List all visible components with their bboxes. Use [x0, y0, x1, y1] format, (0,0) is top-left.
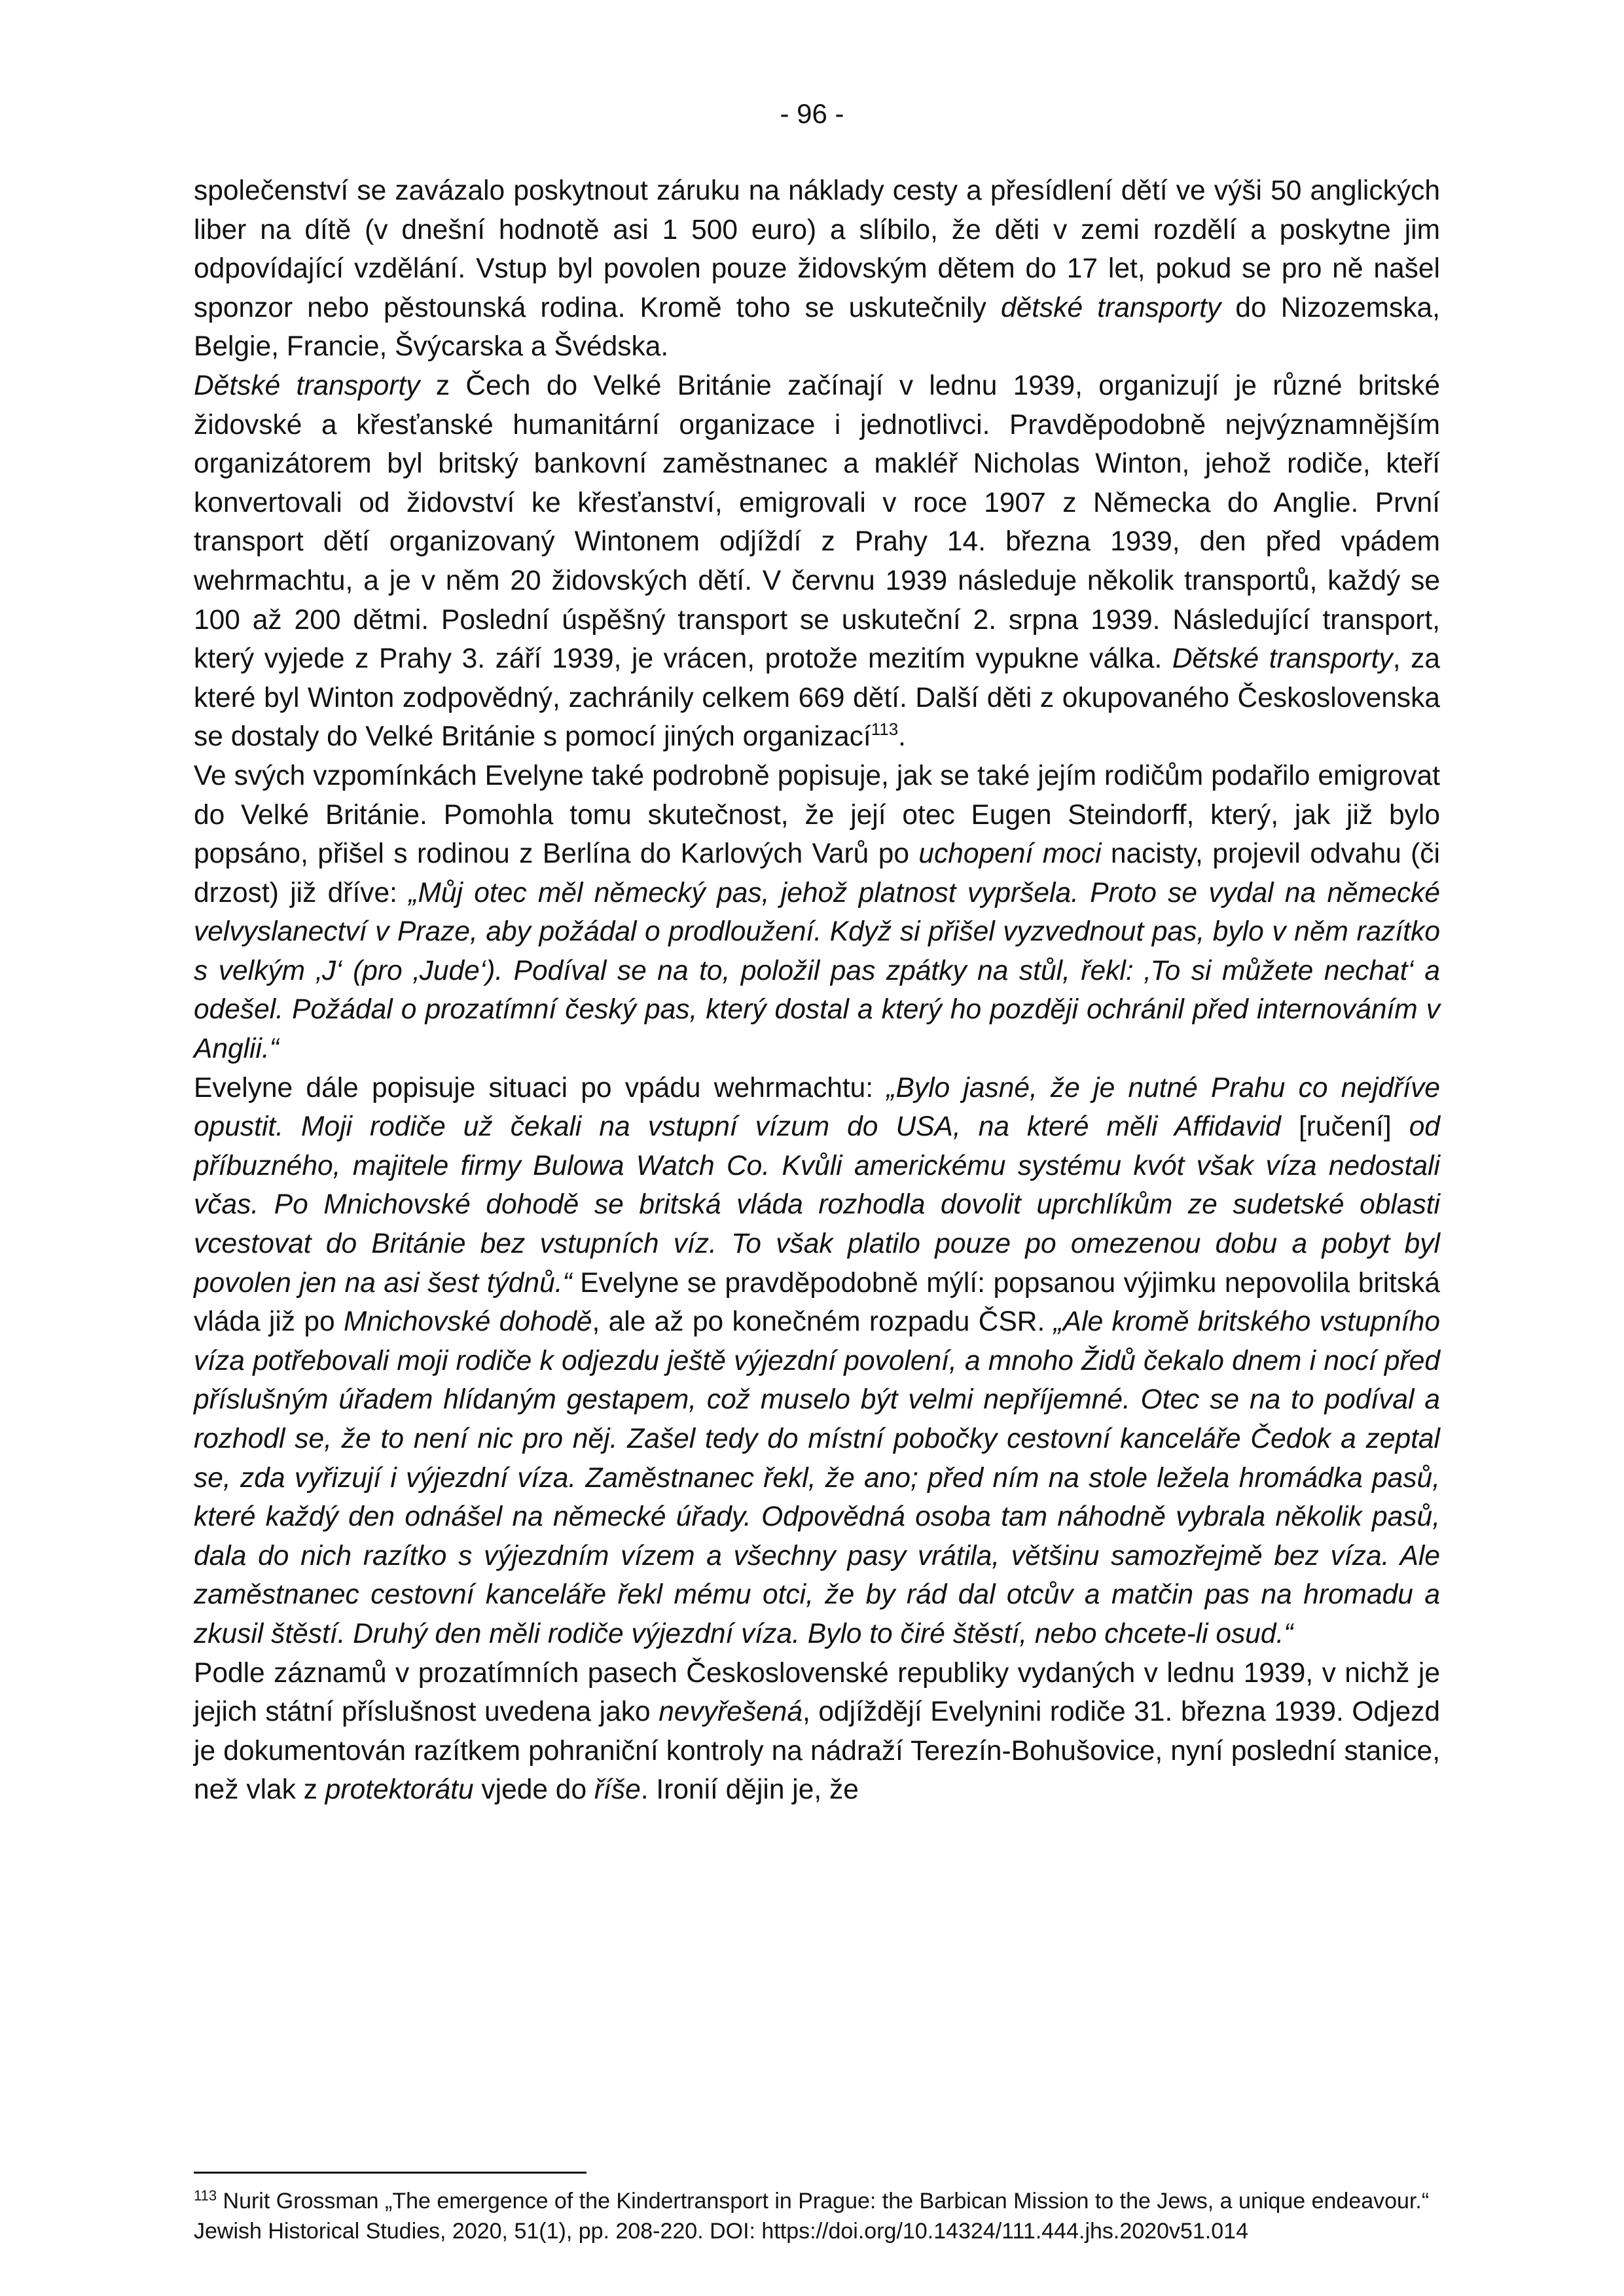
- page-number: - 96 -: [780, 98, 844, 129]
- text-run: nacisty, projevil odvahu (či drzost) již dříve:: [194, 838, 1441, 908]
- text-run: , za které byl Winton zodpovědný, zachránily celkem 669 dětí. Další děti z okupovaného Československa se dostaly do Velké Británie s pomocí jiných organizací: [194, 643, 1440, 753]
- italic-run: Dětské transporty: [194, 370, 420, 401]
- italic-run: protektorátu: [325, 1774, 474, 1806]
- text-run: Podle záznamů v prozatímních pasech Československé republiky vydaných v lednu 1939, v nichž je jejich státní příslušnost uvedena jako: [194, 1657, 1440, 1728]
- text-run: z Čech do Velké Británie začínají v lednu 1939, organizují je různé britské židovské a křesťanské humanitární organizace i jednotlivci. Pravděpodobně nejvýznamnějším organizátorem byl britský bankovní zaměstnanec a makléř Nicholas Winton, jehož rodiče, kteří konvertovali od židovství ke křesťanství, emigrovali v roce 1907 z Německa do Anglie. První transport dětí organizovaný Wintonem odjíždí z Prahy 14. března 1939, den před vpádem wehrmachtu, a je v něm 20 židovských dětí. V červnu 1939 následuje několik transportů, každý se 100 až 200 dětmi. Poslední úspěšný transport se uskuteční 2. srpna 1939. Následující transport, který vyjede z Prahy 3. září 1939, je vrácen, protože mezitím vypukne válka.: [194, 370, 1440, 675]
- text-run: . Ironií dějin je, že: [640, 1774, 859, 1806]
- italic-run: Dětské transporty: [1172, 643, 1393, 675]
- footnote-marker: 113: [194, 2187, 217, 2204]
- paragraph: [194, 171, 1440, 367]
- italic-run: nevyřešená: [659, 1696, 803, 1728]
- italic-run: „Můj otec měl německý pas, jehož platnost vypršela. Proto se vydal na německé velvyslanectví v Praze, aby požádal o prodloužení. Když si přišel vyzvednout pas, bylo v něm razítko s velkým ‚J‘ (pro ‚Jude‘). Podíval se na to, položil pas zpátky na stůl, řekl: ‚To si můžete nechat‘ a odešel. Požádal o prozatímní český pas, který dostal a který ho později ochránil před internováním v Anglii.“: [194, 877, 1440, 1065]
- footnote: [194, 2186, 1440, 2246]
- italic-run: dětské transporty: [1000, 292, 1221, 323]
- paragraph: [194, 1069, 1440, 1654]
- italic-run: „Ale kromě britského vstupního víza potřebovali moji rodiče k odjezdu ještě výjezdní povolení, a mnoho Židů čekalo dnem i nocí před příslušným úřadem hlídaným gestapem, což muselo být velmi nepříjemné. Otec se na to podíval a rozhodl se, že to není nic pro něj. Zašel tedy do místní pobočky cestovní kanceláře Čedok a zeptal se, zda vyřizují i výjezdní víza. Zaměstnanec řekl, že ano; před ním na stole ležela hromádka pasů, které každý den odnášel na německé úřady. Odpovědná osoba tam náhodně vybrala několik pasů, dala do nich razítko s výjezdním vízem a všechny pasy vrátila, většinu samozřejmě bez víza. Ale zaměstnanec cestovní kanceláře řekl mému otci, že by rád dal otcův a matčin pas na hromadu a zkusil štěstí. Druhý den měli rodiče výjezdní víza. Bylo to čiré štěstí, nebo chcete-li osud.“: [194, 1306, 1440, 1649]
- italic-run: říše: [594, 1774, 641, 1806]
- text-run: , odjíždějí Evelynini rodiče 31. března 1939. Odjezd je dokumentován razítkem pohraniční kontroly na nádraží Terezín-Bohušovice, nyní poslední stanice, než vlak z: [194, 1696, 1440, 1806]
- text-run: .: [898, 721, 906, 753]
- italic-run: „Bylo jasné, že je nutné Prahu co nejdříve opustit. Moji rodiče už čekali na vstupní vízum do USA, na které měli Affidavid: [194, 1072, 1440, 1143]
- footnote-separator: [194, 2172, 586, 2174]
- paragraph: [194, 367, 1440, 757]
- paragraph: [194, 757, 1440, 1069]
- text-run: [ručení]: [1298, 1111, 1392, 1143]
- body-text: [194, 171, 1440, 1810]
- text-run: společenství se zavázalo poskytnout záruku na náklady cesty a přesídlení dětí ve výši 50 anglických liber na dítě (v dnešní hodnotě asi 1 500 euro) a slíbilo, že děti v zemi rozdělí a poskytne jim odpovídající vzdělání. Vstup byl povolen pouze židovským dětem do 17 let, pokud se pro ně našel sponzor nebo pěstounská rodina. Kromě toho se uskutečnily: [194, 175, 1440, 323]
- text-run: do Nizozemska, Belgie, Francie, Švýcarska a Švédska.: [194, 292, 1440, 363]
- text-run: , ale až po konečném rozpadu ČSR.: [592, 1306, 1054, 1338]
- italic-run: uchopení moci: [918, 838, 1102, 870]
- italic-run: Mnichovské dohodě: [343, 1306, 592, 1338]
- paragraph: [194, 1654, 1440, 1810]
- footnote-reference: 113: [871, 719, 899, 740]
- italic-run: od příbuzného, majitele firmy Bulowa Watch Co. Kvůli americkému systému kvót však víza nedostali včas. Po Mnichovské dohodě se britská vláda rozhodla dovolit uprchlíkům ze sudetské oblasti vcestovat do Británie bez vstupních víz. To však platilo pouze po omezenou dobu a pobyt byl povolen jen na asi šest týdnů.“: [194, 1111, 1440, 1299]
- text-run: Evelyne dále popisuje situaci po vpádu wehrmachtu:: [194, 1072, 887, 1103]
- text-run: Ve svých vzpomínkách Evelyne také podrobně popisuje, jak se také jejím rodičům podařilo emigrovat do Velké Británie. Pomohla tomu skutečnost, že její otec Eugen Steindorff, který, jak již bylo popsáno, přišel s rodinou z Berlína do Karlových Varů po: [194, 760, 1440, 870]
- text-run: Evelyne se pravděpodobně mýlí: popsanou výjimku nepovolila britská vláda již po: [194, 1267, 1440, 1338]
- text-run: vjede do: [473, 1774, 594, 1806]
- footnote-text: Nurit Grossman „The emergence of the Kindertransport in Prague: the Barbican Mission to the Jews, a unique endeavour.“ Jewish Historical Studies, 2020, 51(1), pp. 208-220. DOI: https://doi.org/10.14324/111.444.jhs.2020v51.014: [194, 2189, 1430, 2244]
